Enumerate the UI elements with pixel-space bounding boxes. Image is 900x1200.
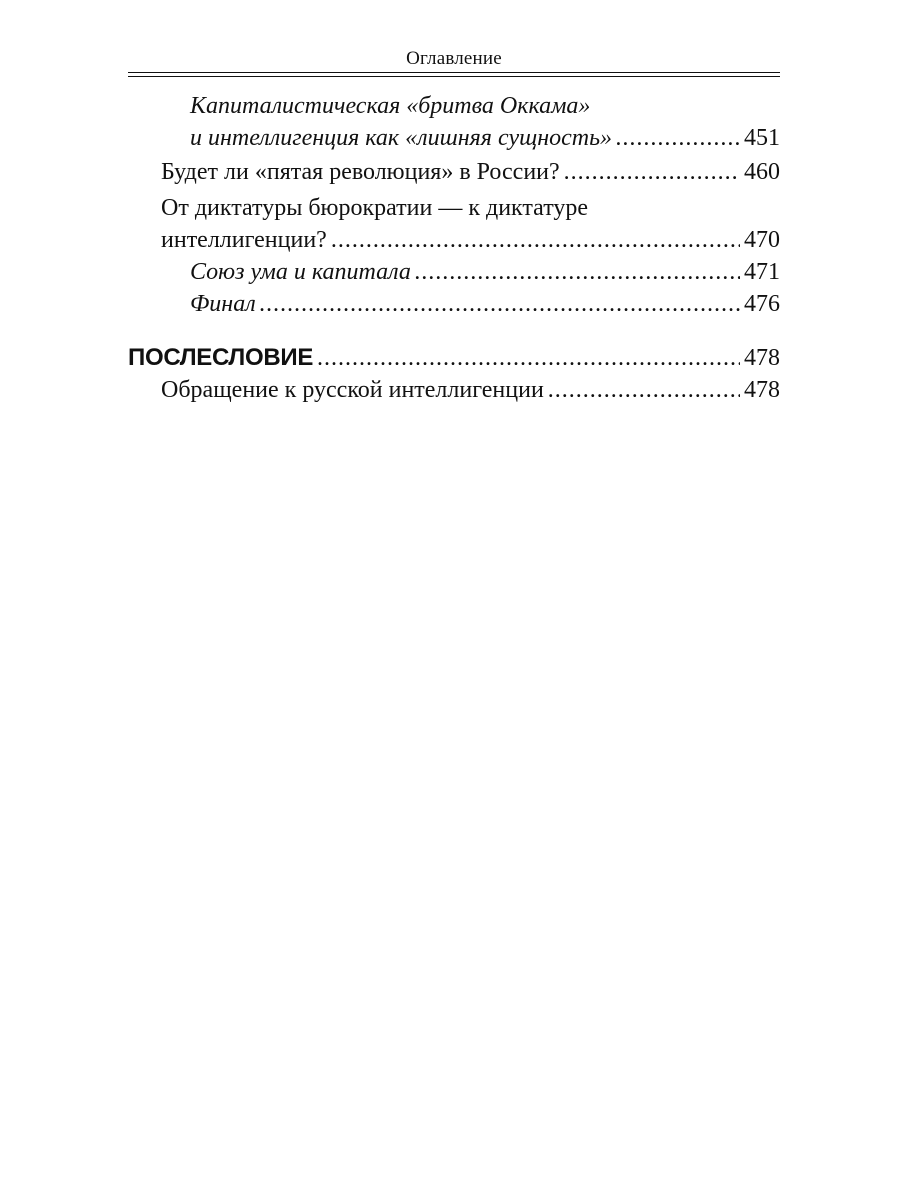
leader-dots bbox=[564, 156, 740, 188]
page-number: 478 bbox=[744, 377, 780, 403]
toc-entry-text: ПОСЛЕСЛОВИЕ bbox=[128, 344, 314, 371]
toc-entry bbox=[128, 192, 780, 256]
leader-dots bbox=[548, 374, 740, 406]
page-number: 478 bbox=[744, 345, 780, 371]
page-number: 471 bbox=[744, 259, 780, 285]
toc-entry-last-line bbox=[161, 156, 780, 188]
toc-entry-text-line: От диктатуры бюрократии — к диктатуре bbox=[161, 195, 589, 221]
toc-entry-text: и интеллигенция как «лишняя сущность» bbox=[190, 125, 613, 151]
toc-entry-last-line bbox=[161, 224, 780, 256]
running-head: Оглавление bbox=[406, 48, 502, 69]
leader-dots bbox=[415, 256, 740, 288]
toc-entry bbox=[128, 342, 780, 374]
leader-dots bbox=[317, 342, 740, 374]
toc-entry-last-line bbox=[161, 374, 780, 406]
toc-entry-text: Будет ли «пятая революция» в России? bbox=[161, 159, 560, 185]
toc-entry-text: Обращение к русской интеллигенции bbox=[161, 377, 544, 403]
toc-entry bbox=[128, 374, 780, 406]
leader-dots bbox=[616, 122, 740, 154]
page-number: 451 bbox=[744, 125, 780, 151]
toc-entry-last-line bbox=[190, 256, 780, 288]
table-of-contents bbox=[128, 90, 780, 406]
toc-entry-last-line bbox=[128, 342, 780, 374]
toc-entry bbox=[128, 288, 780, 320]
leader-dots bbox=[260, 288, 740, 320]
header-rule-top bbox=[128, 72, 780, 73]
toc-entry-text: Союз ума и капитала bbox=[190, 259, 411, 285]
toc-entry-text: интеллигенции? bbox=[161, 227, 327, 253]
page-number: 460 bbox=[744, 159, 780, 185]
toc-entry-text: Финал bbox=[190, 291, 256, 317]
page-number: 470 bbox=[744, 227, 780, 253]
toc-entry bbox=[128, 156, 780, 188]
toc-entry-last-line bbox=[190, 288, 780, 320]
header-rule-bottom bbox=[128, 76, 780, 77]
toc-entry bbox=[128, 90, 780, 154]
toc-entry bbox=[128, 256, 780, 288]
toc-entry-text-line: Капиталистическая «бритва Оккама» bbox=[190, 93, 591, 119]
page-number: 476 bbox=[744, 291, 780, 317]
toc-entry-last-line bbox=[190, 122, 780, 154]
leader-dots bbox=[331, 224, 740, 256]
